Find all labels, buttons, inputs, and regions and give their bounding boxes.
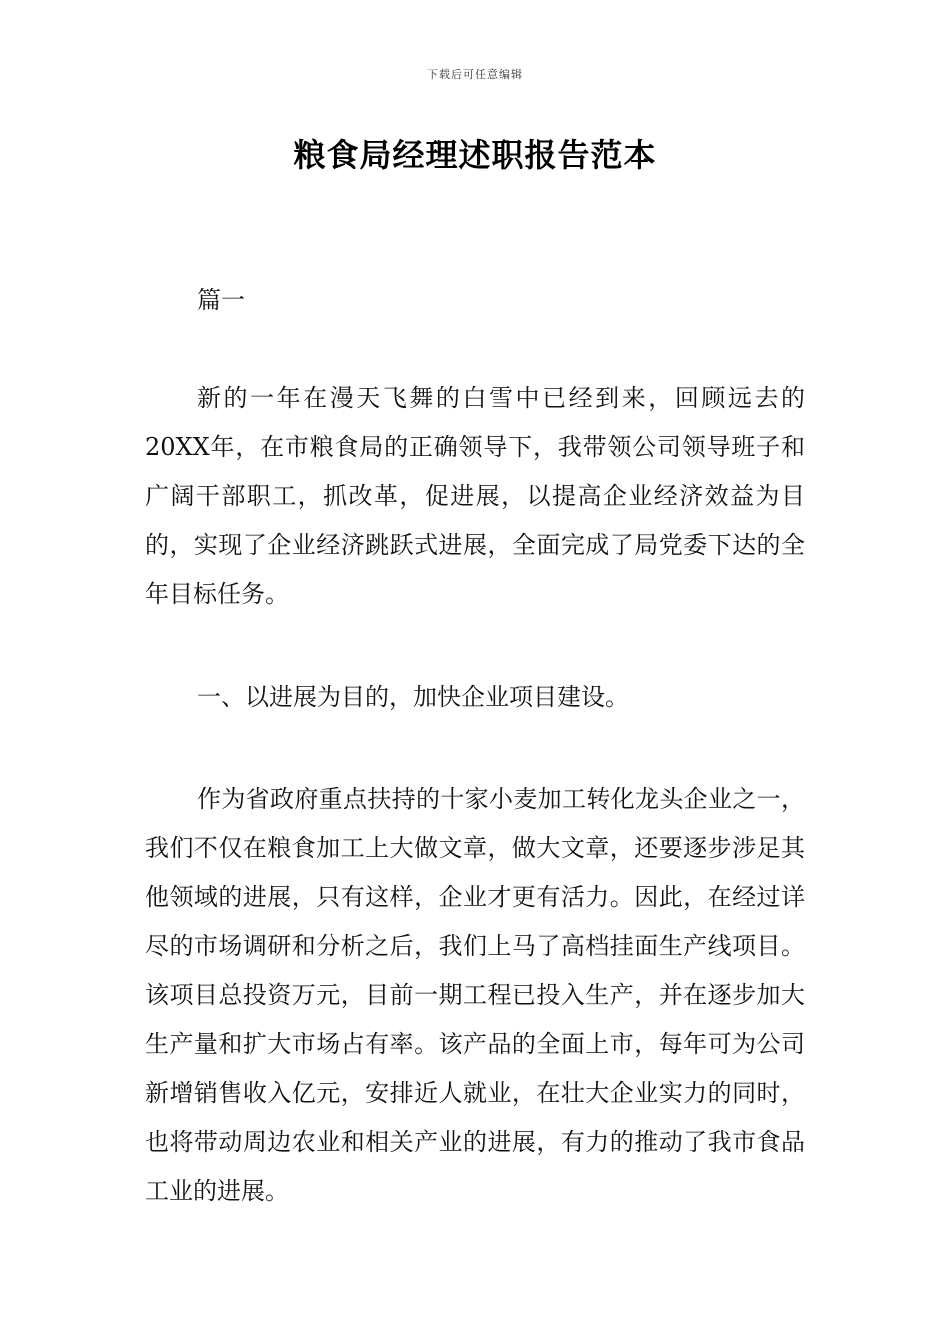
document-title: 粮食局经理述职报告范本 [293, 136, 657, 174]
section-heading-1: 一、以进展为目的，加快企业项目建设。 [197, 683, 629, 711]
body-block-1 [145, 775, 805, 1216]
section-label: 篇一 [197, 286, 245, 314]
intro-block [145, 374, 805, 619]
intro-paragraph: 新的一年在漫天飞舞的白雪中已经到来，回顾远去的20XX年，在市粮食局的正确领导下，我带领公司领导班子和广阔干部职工，抓改革，促进展，以提高企业经济效益为目的，实现了企业经济跳跃式进展，全面完成了局党委下达的全年目标任务。 [145, 384, 805, 608]
header-note: 下载后可任意编辑 [427, 68, 523, 81]
body-paragraph-1: 作为省政府重点扶持的十家小麦加工转化龙头企业之一，我们不仅在粮食加工上大做文章，做大文章，还要逐步涉足其他领域的进展，只有这样，企业才更有活力。因此，在经过详尽的市场调研和分析之后，我们上马了高档挂面生产线项目。该项目总投资万元，目前一期工程已投入生产，并在逐步加大生产量和扩大市场占有率。该产品的全面上市，每年可为公司新增销售收入亿元，安排近人就业，在壮大企业实力的同时，也将带动周边农业和相关产业的进展，有力的推动了我市食品工业的进展。 [145, 785, 805, 1205]
